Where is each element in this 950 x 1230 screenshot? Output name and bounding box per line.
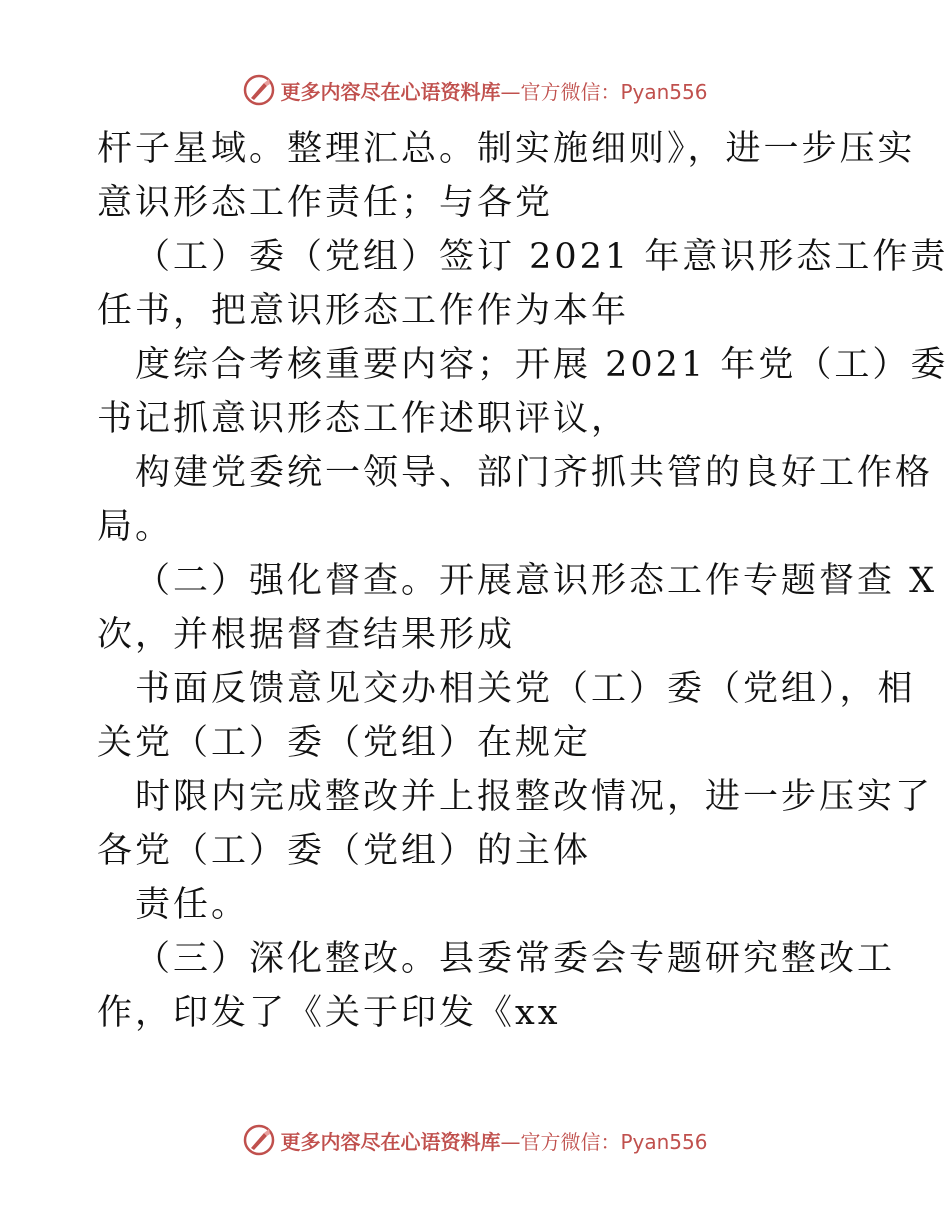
text-line: 次，并根据督查结果形成 xyxy=(97,615,516,655)
text-line: 时限内完成整改并上报整改情况，进一步压实了 xyxy=(135,777,934,817)
header-contact-text: 官方微信：Pyan556 xyxy=(520,79,708,104)
text-line: 度综合考核重要内容；开展 2021 年党（工）委 xyxy=(135,345,949,385)
text-line: （二）强化督查。开展意识形态工作专题督查 X xyxy=(135,561,938,601)
text-line: 构建党委统一领导、部门齐抓共管的良好工作格 xyxy=(135,453,934,493)
footer-contact-text: 官方微信：Pyan556 xyxy=(520,1129,708,1154)
text-line: （工）委（党组）签订 2021 年意识形态工作责 xyxy=(135,237,949,277)
text-line: 各党（工）委（党组）的主体 xyxy=(97,831,592,871)
footer-brand-text: 更多内容尽在心语资料库 xyxy=(280,1129,501,1154)
footer-separator: — xyxy=(500,1129,521,1154)
text-line: 杆子星域。整理汇总。制实施细则》，进一步压实 xyxy=(97,129,916,169)
text-line: 书记抓意识形态工作述职评议， xyxy=(97,399,630,439)
text-line: 作，印发了《关于印发《xx xyxy=(97,993,561,1033)
quill-logo-icon xyxy=(242,73,276,107)
document-body xyxy=(97,122,949,1040)
text-line: 任书，把意识形态工作作为本年 xyxy=(97,291,630,331)
quill-logo-icon xyxy=(242,1123,276,1157)
header-watermark xyxy=(0,70,950,110)
text-line: 意识形态工作责任；与各党 xyxy=(97,183,554,223)
text-line: 局。 xyxy=(97,507,174,547)
text-line: （三）深化整改。县委常委会专题研究整改工 xyxy=(135,939,896,979)
text-line: 责任。 xyxy=(135,885,250,925)
text-line: 书面反馈意见交办相关党（工）委（党组），相 xyxy=(135,669,916,709)
header-separator: — xyxy=(500,79,521,104)
footer-watermark xyxy=(0,1120,950,1160)
header-brand-text: 更多内容尽在心语资料库 xyxy=(280,79,501,104)
text-line: 关党（工）委（党组）在规定 xyxy=(97,723,592,763)
